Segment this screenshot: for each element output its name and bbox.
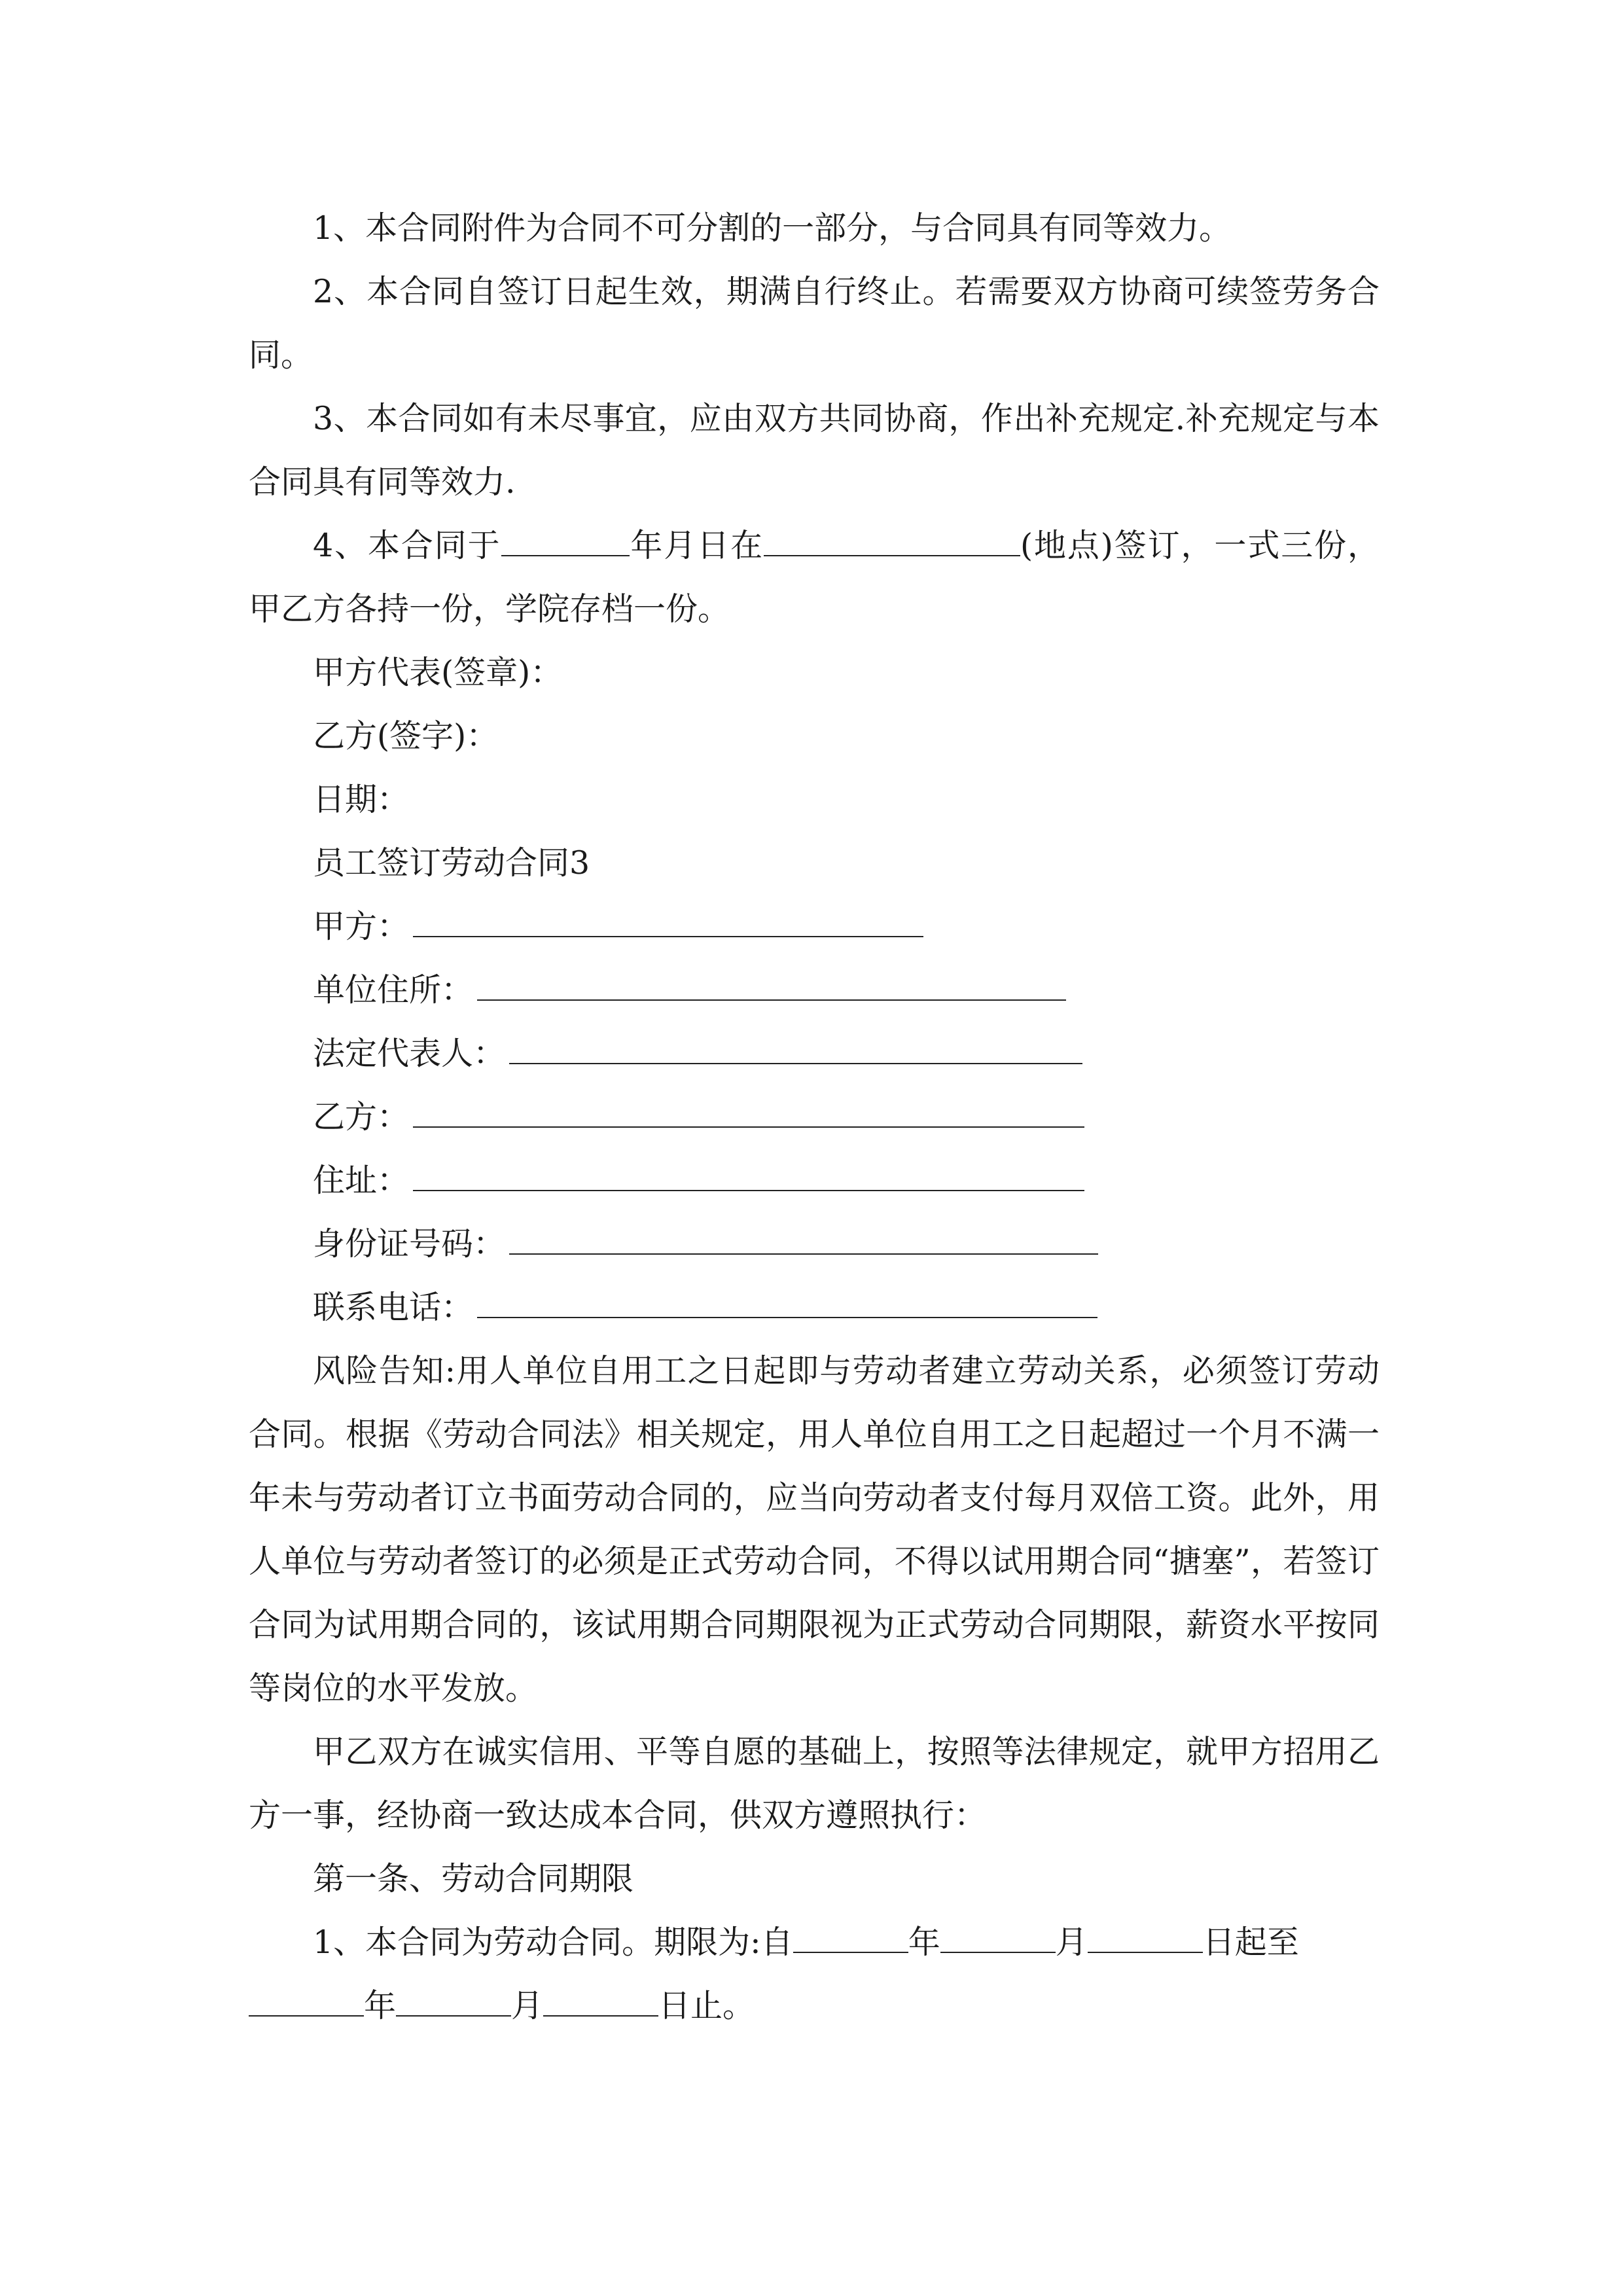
- date-blank[interactable]: [501, 526, 630, 556]
- clause-4: [249, 514, 1380, 641]
- location-blank[interactable]: [764, 526, 1020, 556]
- field-label: 住址：: [313, 1162, 410, 1199]
- party-a-rep-signature: 甲方代表(签章)：: [313, 654, 563, 691]
- term-to-label: 日止。: [658, 1987, 755, 2024]
- term-year2-label: 年: [364, 1987, 397, 2024]
- clause-4-part-c: (地点)签订，一式三份，甲乙方各持一份，学院存档一份。: [249, 527, 1380, 628]
- field-phone: [249, 1276, 1380, 1339]
- field-party-b: [249, 1085, 1380, 1149]
- preamble: 甲乙双方在诚实信用、平等自愿的基础上，按照等法律规定，就甲方招用乙方一事，经协商一致达成本合同，供双方遵照执行：: [249, 1733, 1380, 1834]
- field-unit-address: [249, 958, 1380, 1022]
- party-b-signature: 乙方(签字)：: [313, 717, 499, 755]
- term-clause: [249, 1910, 1380, 2037]
- field-legal-rep: [249, 1022, 1380, 1085]
- contract-3-title: 员工签订劳动合同3: [313, 844, 590, 882]
- field-id-number: [249, 1212, 1380, 1276]
- field-label: 联系电话：: [313, 1289, 474, 1326]
- field-blank[interactable]: [509, 1215, 1098, 1255]
- field-blank[interactable]: [413, 1152, 1084, 1191]
- start-year-blank[interactable]: [793, 1923, 908, 1953]
- field-blank[interactable]: [477, 961, 1066, 1001]
- field-blank[interactable]: [413, 898, 923, 937]
- field-label: 单位住所：: [313, 971, 474, 1009]
- term-month-label: 月: [1055, 1924, 1088, 1961]
- start-month-blank[interactable]: [940, 1923, 1056, 1953]
- end-month-blank[interactable]: [396, 1986, 511, 2017]
- field-label: 乙方：: [313, 1098, 410, 1136]
- field-label: 甲方：: [313, 908, 410, 945]
- clause-4-part-b: 年月日在: [629, 527, 764, 564]
- field-blank[interactable]: [477, 1279, 1097, 1318]
- signature-date: 日期：: [313, 781, 410, 818]
- clause-2: 2、本合同自签订日起生效，期满自行终止。若需要双方协商可续签劳务合同。: [249, 273, 1380, 374]
- start-day-blank[interactable]: [1088, 1923, 1203, 1953]
- field-party-a: [249, 895, 1380, 958]
- end-day-blank[interactable]: [543, 1986, 658, 2017]
- term-year-label: 年: [908, 1924, 940, 1961]
- field-label: 身份证号码：: [313, 1225, 506, 1263]
- end-year-blank[interactable]: [249, 1986, 364, 2017]
- term-month2-label: 月: [511, 1987, 544, 2024]
- field-blank[interactable]: [413, 1088, 1084, 1128]
- term-from-label: 日起至: [1202, 1924, 1299, 1961]
- article-1-title: 第一条、劳动合同期限: [313, 1860, 634, 1897]
- document-page: [249, 196, 1380, 2037]
- field-label: 法定代表人：: [313, 1035, 506, 1072]
- clause-1: 1、本合同附件为合同不可分割的一部分，与合同具有同等效力。: [313, 209, 1232, 247]
- field-address: [249, 1149, 1380, 1212]
- clause-4-part-a: 4、本合同于: [313, 527, 501, 564]
- term-prefix: 1、本合同为劳动合同。期限为:自: [313, 1924, 793, 1961]
- field-blank[interactable]: [509, 1025, 1082, 1064]
- risk-notice: 风险告知:用人单位自用工之日起即与劳动者建立劳动关系，必须签订劳动合同。根据《劳动合同法》相关规定，用人单位自用工之日起超过一个月不满一年未与劳动者订立书面劳动合同的，应当向劳动者支付每月双倍工资。此外，用人单位与劳动者签订的必须是正式劳动合同，不得以试用期合同“搪塞”，若签订合同为试用期合同的，该试用期合同期限视为正式劳动合同期限，薪资水平按同等岗位的水平发放。: [249, 1352, 1380, 1707]
- clause-3: 3、本合同如有未尽事宜，应由双方共同协商，作出补充规定.补充规定与本合同具有同等效力.: [249, 400, 1380, 501]
